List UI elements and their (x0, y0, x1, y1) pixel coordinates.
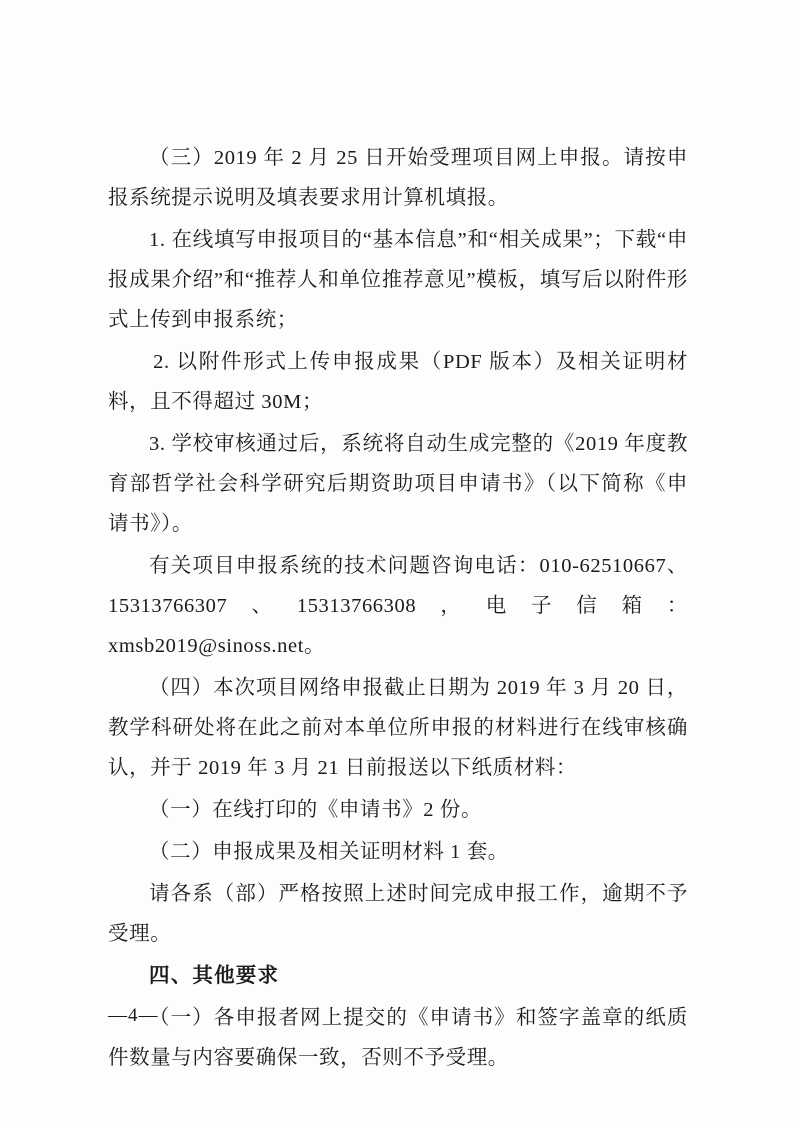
paragraph-other-requirement-1: （一）各申报者网上提交的《申请书》和签字盖章的纸质件数量与内容要确保一致，否则不予受理。 (108, 1007, 688, 1069)
paragraph-section-three-intro: （三）2019 年 2 月 25 日开始受理项目网上申报。请按申报系统提示说明及填表要求用计算机填报。 (108, 147, 688, 209)
paragraph-item-1: 1. 在线填写申报项目的“基本信息”和“相关成果”；下载“申报成果介绍”和“推荐人和单位推荐意见”模板，填写后以附件形式上传到申报系统； (108, 229, 688, 331)
page-number: —4— (108, 1005, 159, 1026)
paragraph-contact-info: 有关项目申报系统的技术问题咨询电话：010-62510667、15313766307、15313766308，电子信箱：xmsb2019@sinoss.net。 (108, 555, 688, 657)
paragraph-sub-item-1: （一）在线打印的《申请书》2 份。 (149, 799, 483, 821)
heading-other-requirements: 四、其他要求 (149, 965, 280, 987)
paragraph-item-2: 2. 以附件形式上传申报成果（PDF 版本）及相关证明材料，且不得超过 30M； (108, 351, 688, 413)
paragraph-item-3: 3. 学校审核通过后，系统将自动生成完整的《2019 年度教育部哲学社会科学研究后期资助项目申请书》（以下简称《申请书》）。 (108, 433, 688, 535)
paragraph-sub-item-2: （二）申报成果及相关证明材料 1 套。 (149, 841, 509, 863)
document-body (108, 138, 688, 1080)
paragraph-section-four-deadline: （四）本次项目网络申报截止日期为 2019 年 3 月 20 日，教学科研处将在此之前对本单位所申报的材料进行在线审核确认，并于 2019 年 3 月 21 日前报送以下纸质材料： (108, 677, 688, 779)
paragraph-deadline-notice: 请各系（部）严格按照上述时间完成申报工作，逾期不予受理。 (108, 883, 688, 945)
